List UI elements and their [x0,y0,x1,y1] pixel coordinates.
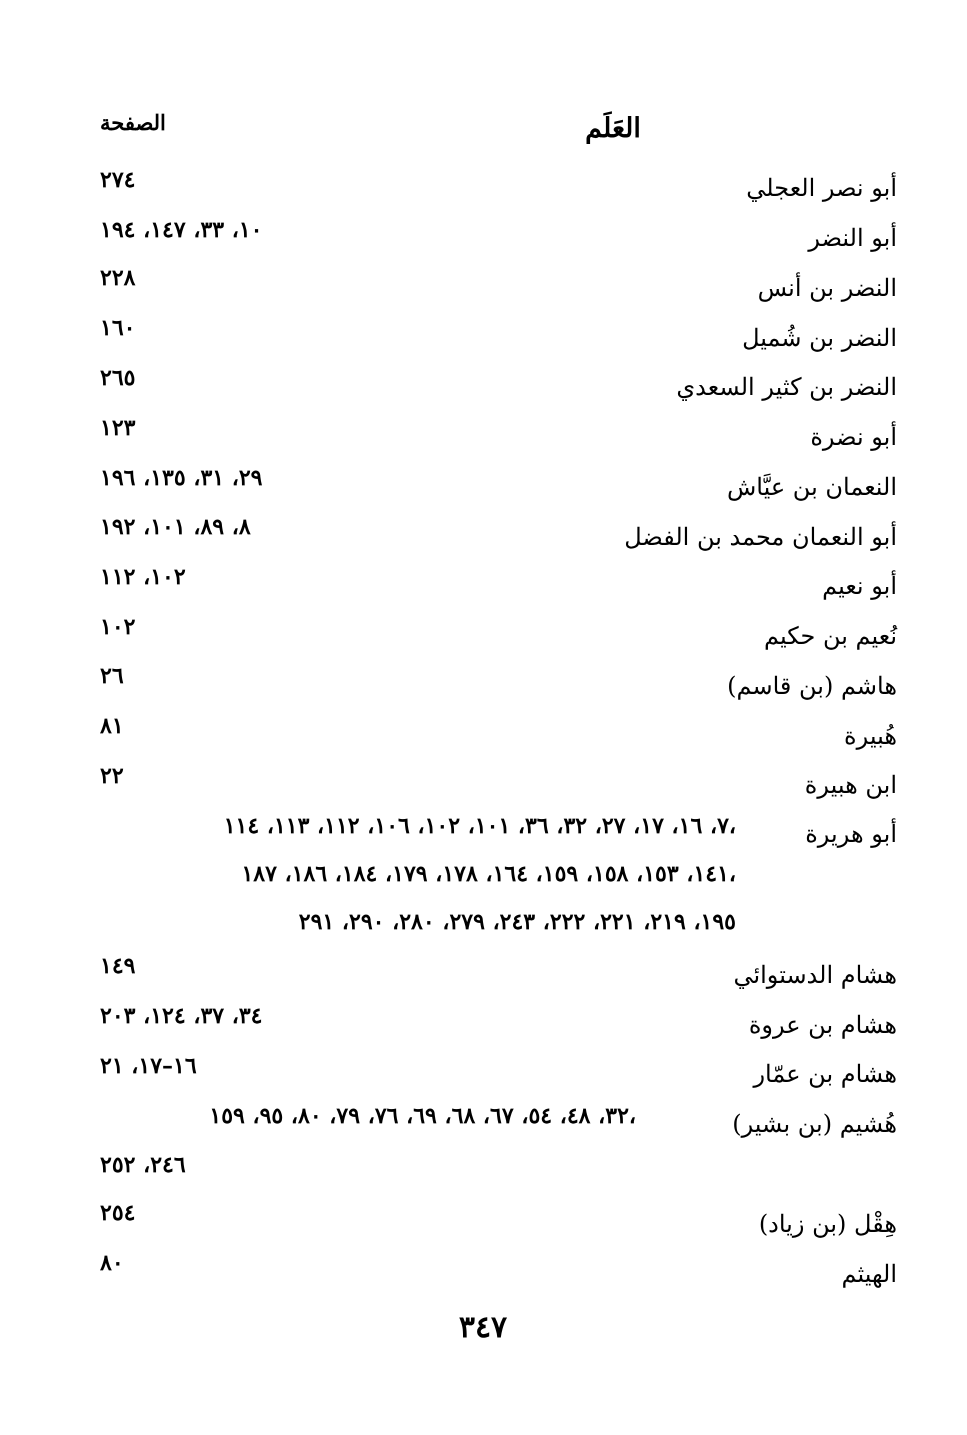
page-number: ٣٤٧ [458,1310,508,1345]
entry-pages: ١٠، ٣٣، ١٤٧، ١٩٤ [100,217,263,243]
entry-name: الهيثم [841,1260,897,1288]
entry-pages: ١٦–١٧، ٢١ [100,1053,197,1079]
entry-name: هُبيرة [844,722,897,750]
entry-name: أبو نعيم [822,572,897,600]
entry-pages: ٧، ١٦، ١٧، ٢٧، ٣٢، ٣٦، ١٠١، ١٠٢، ١٠٦، ١١٢، ١١٣، ١١٤، [223,813,736,839]
entry-name: هِقْل (بن زياد) [758,1210,897,1238]
entry-name: أبو هريرة [805,820,897,848]
entry-pages: ١٦٠ [100,315,136,341]
entry-name: أبو النعمان محمد بن الفضل [624,523,897,551]
entry-pages: ٢٦٥ [100,365,136,391]
entry-name: النضر بن شُميل [742,324,897,352]
entry-name: هشام بن عمّار [753,1060,897,1088]
entry-name: أبو نصر العجلي [746,174,897,202]
entry-name: ابن هبيرة [804,771,897,799]
entry-pages: ١٠٢، ١١٢ [100,564,186,590]
entry-name: النضر بن أنس [757,274,897,302]
entry-pages-continued: ١٩٥، ٢١٩، ٢٢١، ٢٢٢، ٢٤٣، ٢٧٩، ٢٨٠، ٢٩٠، ٢٩١ [298,909,736,935]
entry-pages: ٨٠ [100,1250,124,1276]
entry-pages: ٢٢٨ [100,265,136,291]
entry-name: هاشم (بن قاسم) [727,672,897,700]
entry-name: هشام الدستوائي [733,961,897,989]
entry-pages: ٢٩، ٣١، ١٣٥، ١٩٦ [100,465,263,491]
entry-pages: ٨١ [100,713,124,739]
entry-pages: ٣٢، ٤٨، ٥٤، ٦٧، ٦٨، ٦٩، ٧٦، ٧٩، ٨٠، ٩٥، ١٥٩، [209,1103,636,1129]
entry-pages: ١٢٣ [100,415,136,441]
entry-pages-continued: ١٤١، ١٥٣، ١٥٨، ١٥٩، ١٦٤، ١٧٨، ١٧٩، ١٨٤، ١٨٦، ١٨٧، [241,861,736,887]
entry-pages: ٢٥٤ [100,1200,136,1226]
entry-name: أبو النضر [808,224,897,252]
entry-name: النعمان بن عيَّاش [727,473,897,501]
entry-pages: ٣٤، ٣٧، ١٢٤، ٢٠٣ [100,1003,263,1029]
entry-name: هُشيم (بن بشير) [732,1110,897,1138]
entry-name: النضر بن كثير السعدي [676,373,897,401]
column-header-page: الصفحة [100,110,166,135]
entry-pages: ١٤٩ [100,953,136,979]
column-header-name: العَلَم [585,113,641,144]
entry-name: أبو نضرة [810,423,897,451]
entry-pages: ٨، ٨٩، ١٠١، ١٩٢ [100,514,251,540]
entry-pages: ١٠٢ [100,614,136,640]
entry-pages: ٢٧٤ [100,167,136,193]
entry-name: نُعيم بن حكيم [764,622,897,650]
entry-pages: ٢٢ [100,763,124,789]
entry-pages-continued: ٢٤٦، ٢٥٢ [100,1152,186,1178]
entry-name: هشام بن عروة [748,1011,897,1039]
entry-pages: ٢٦ [100,663,124,689]
